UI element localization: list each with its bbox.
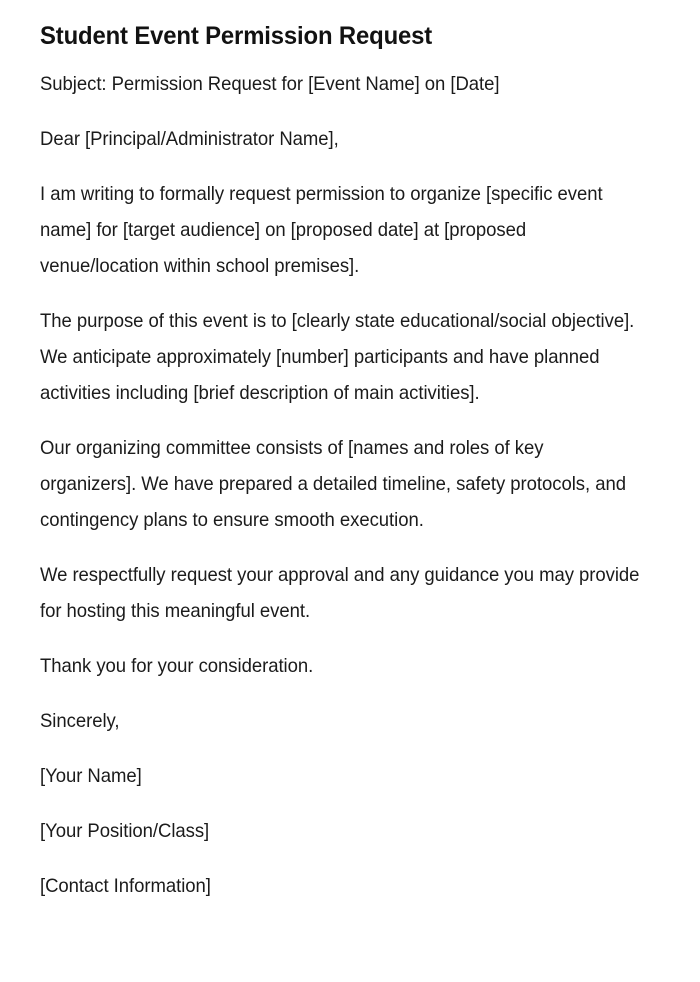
paragraph-signature-position: [Your Position/Class]	[40, 821, 210, 842]
page-title: Student Event Permission Request	[40, 22, 433, 50]
paragraph-subject-line: Subject: Permission Request for [Event Name] on [Date]	[40, 74, 500, 95]
paragraph-signature-contact: [Contact Information]	[40, 876, 211, 897]
paragraph-closing: Sincerely,	[40, 711, 120, 732]
paragraph-signature-name: [Your Name]	[40, 766, 142, 787]
paragraph-thanks: Thank you for your consideration.	[40, 656, 314, 677]
paragraph-purpose: The purpose of this event is to [clearly state educational/social objective]. We anticipate approximately [number] participants and have planned activities including [brief description of main activities].	[40, 311, 635, 404]
paragraph-request-intro: I am writing to formally request permission to organize [specific event name] for [target audience] on [proposed date] at [proposed venue/location within school premises].	[40, 184, 603, 277]
paragraph-approval-request: We respectfully request your approval and any guidance you may provide for hosting this meaningful event.	[40, 565, 640, 622]
letter-body	[40, 67, 642, 905]
paragraph-committee: Our organizing committee consists of [names and roles of key organizers]. We have prepared a detailed timeline, safety protocols, and contingency plans to ensure smooth execution.	[40, 438, 626, 531]
paragraph-salutation: Dear [Principal/Administrator Name],	[40, 129, 339, 150]
